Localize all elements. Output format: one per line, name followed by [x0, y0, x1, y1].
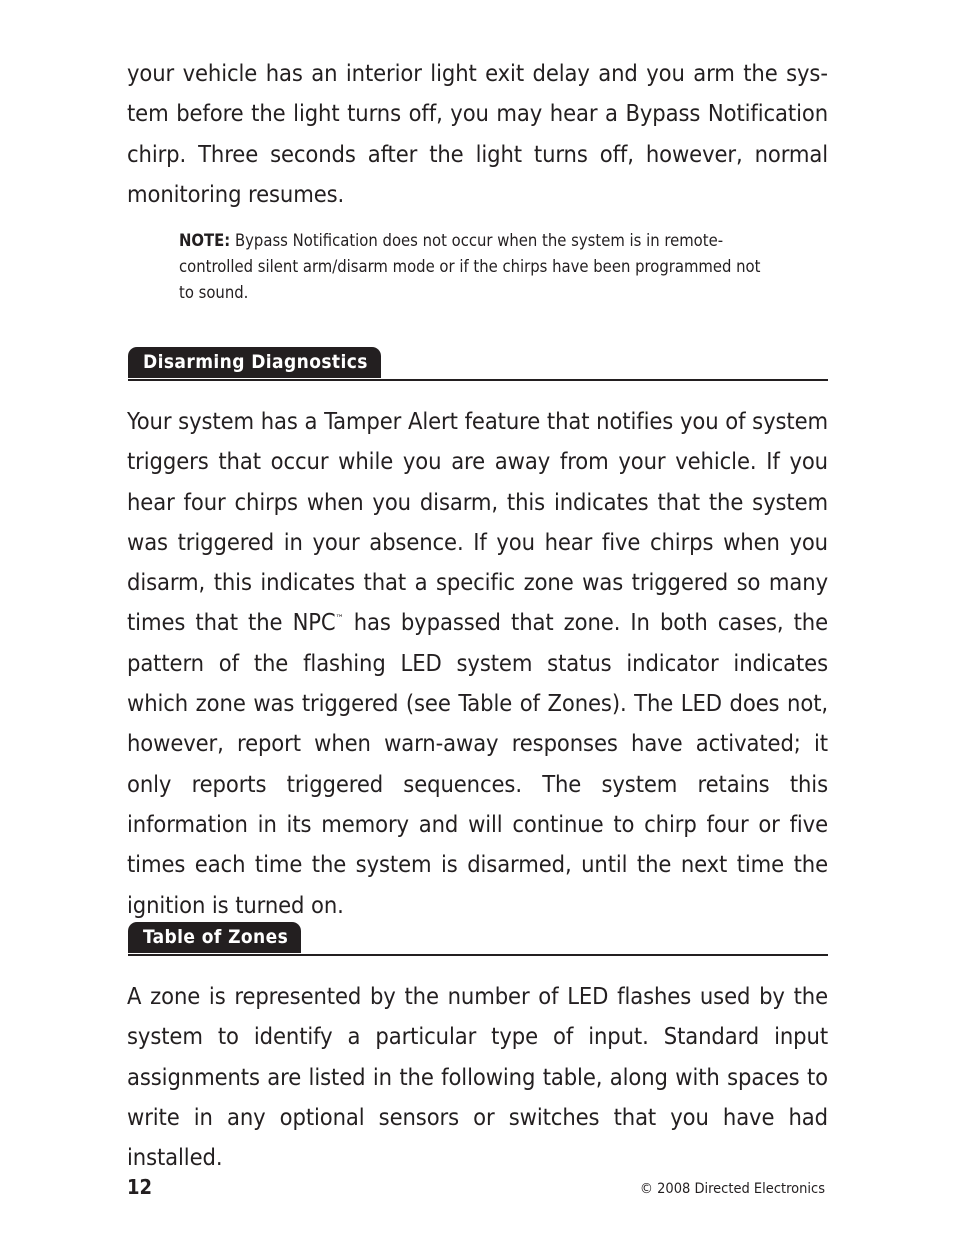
intro-paragraph: your vehicle has an interior light exit delay and you arm the system before the light turns off, you may hear a Bypass Notification chirp. Three seconds after the light turns off, however, normal monitoring resumes. [127, 59, 828, 208]
table-of-zones-paragraph: A zone is represented by the number of LED flashes used by the system to identify a particular type of input. Standard input assignments are listed in the following table, along with spaces to write in any optional sensors or switches that you have had installed. [127, 982, 828, 1172]
section-title: Disarming Diagnostics [128, 347, 381, 378]
note-label: NOTE: [179, 231, 231, 250]
trademark-symbol: ™ [335, 614, 344, 625]
disarming-diagnostics-paragraph [127, 401, 828, 925]
bypass-note [179, 228, 779, 306]
paragraph-text: Your system has a Tamper Alert feature that notifies you of system triggers that occur while you are away from your vehicle. If you hear four chirps when you disarm, this indicates that the system was triggered in your absence. If you hear five chirps when you disarm, this indicates that a specific zone was triggered so many times that the NPC [127, 407, 828, 637]
note-text: Bypass Notification does not occur when the system is in remote-controlled silent arm/disarm mode or if the chirps have been programmed not to sound. [179, 231, 761, 302]
section-title: Table of Zones [128, 922, 301, 953]
copyright-notice: © 2008 Directed Electronics [639, 1181, 825, 1197]
page-number: 12 [127, 1175, 153, 1199]
paragraph-text-continued: has bypassed that zone. In both cases, the pattern of the flashing LED system status indicator indicates which zone was triggered (see Table of Zones). The LED does not, however, report when warn-away responses have activated; it only reports triggered sequences. The system retains this information in its memory and will continue to chirp four or five times each time the system is disarmed, until the next time the ignition is turned on. [127, 608, 828, 919]
disarming-diagnostics-header [128, 347, 828, 381]
table-of-zones-header [128, 922, 828, 956]
